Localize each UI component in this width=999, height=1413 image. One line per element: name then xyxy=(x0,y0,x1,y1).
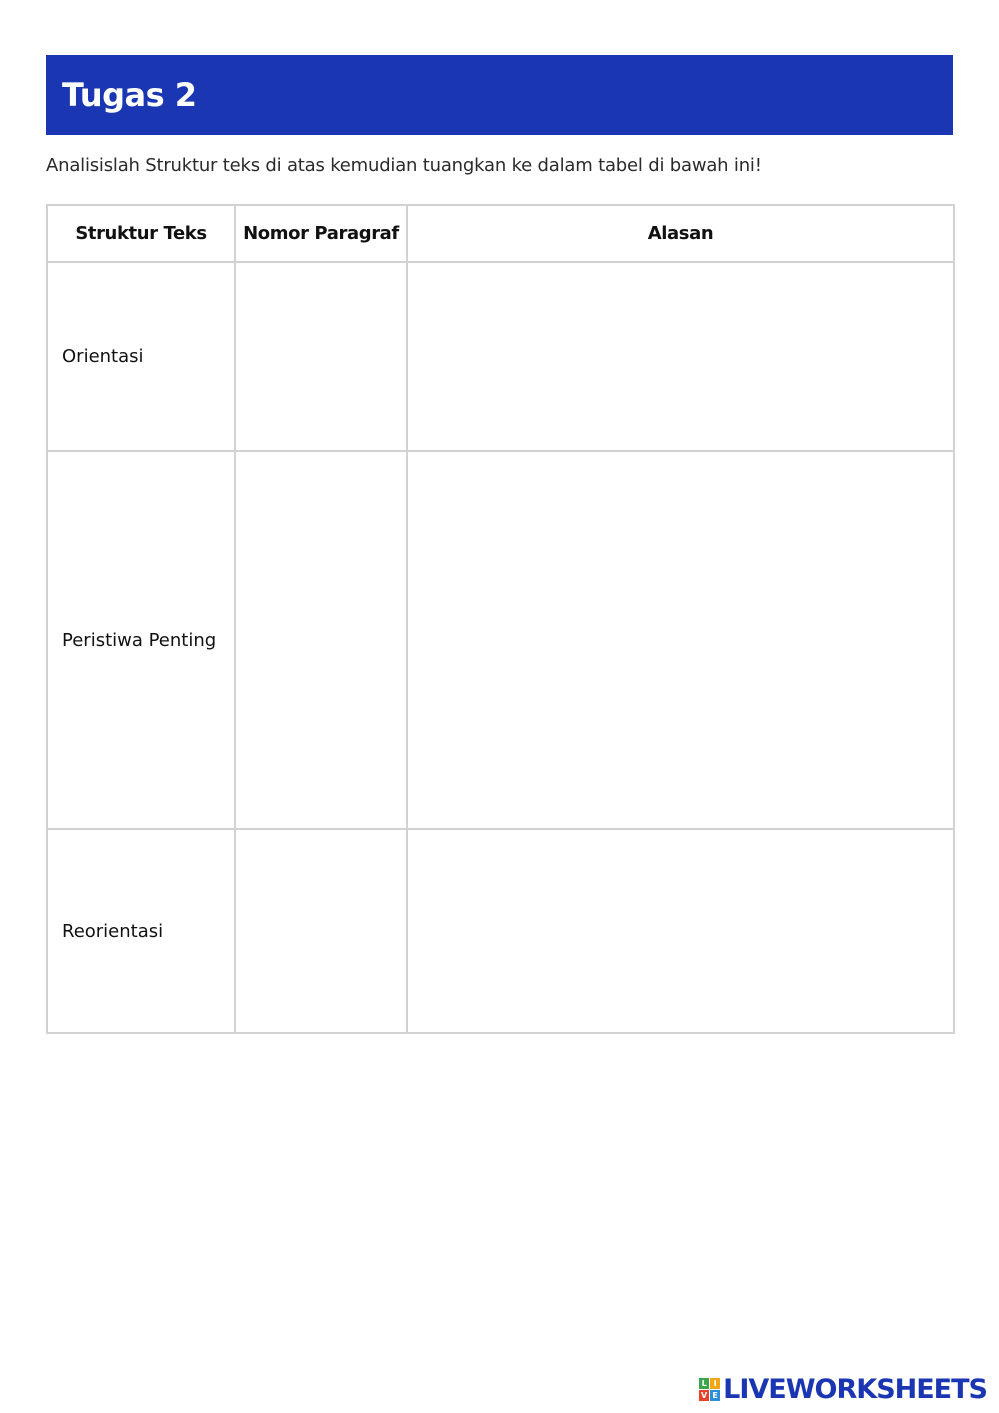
liveworksheets-logo-icon xyxy=(699,1378,720,1401)
table-row xyxy=(47,262,954,451)
row-label-orientasi: Orientasi xyxy=(47,262,235,451)
alasan-answer-cell[interactable] xyxy=(407,451,954,829)
column-header-struktur-teks: Struktur Teks xyxy=(47,205,235,262)
column-header-alasan: Alasan xyxy=(407,205,954,262)
column-header-nomor-paragraf: Nomor Paragraf xyxy=(235,205,407,262)
liveworksheets-brand xyxy=(699,1374,987,1405)
instruction-text: Analisislah Struktur teks di atas kemudian tuangkan ke dalam tabel di bawah ini! xyxy=(46,155,762,176)
logo-letter: E xyxy=(710,1390,720,1401)
table-row xyxy=(47,829,954,1033)
logo-letter: L xyxy=(699,1378,709,1389)
table-row xyxy=(47,451,954,829)
row-label-peristiwa-penting: Peristiwa Penting xyxy=(47,451,235,829)
alasan-answer-cell[interactable] xyxy=(407,262,954,451)
logo-letter: I xyxy=(710,1378,720,1389)
brand-name: LIVEWORKSHEETS xyxy=(723,1374,987,1405)
logo-letter: V xyxy=(701,1390,708,1400)
row-label-reorientasi: Reorientasi xyxy=(47,829,235,1033)
header-bar xyxy=(46,55,953,135)
nomor-paragraf-answer-cell[interactable] xyxy=(235,262,407,451)
page-title: Tugas 2 xyxy=(62,76,197,114)
structure-table xyxy=(46,204,955,1034)
table-header-row xyxy=(47,205,954,262)
alasan-answer-cell[interactable] xyxy=(407,829,954,1033)
nomor-paragraf-answer-cell[interactable] xyxy=(235,451,407,829)
nomor-paragraf-answer-cell[interactable] xyxy=(235,829,407,1033)
